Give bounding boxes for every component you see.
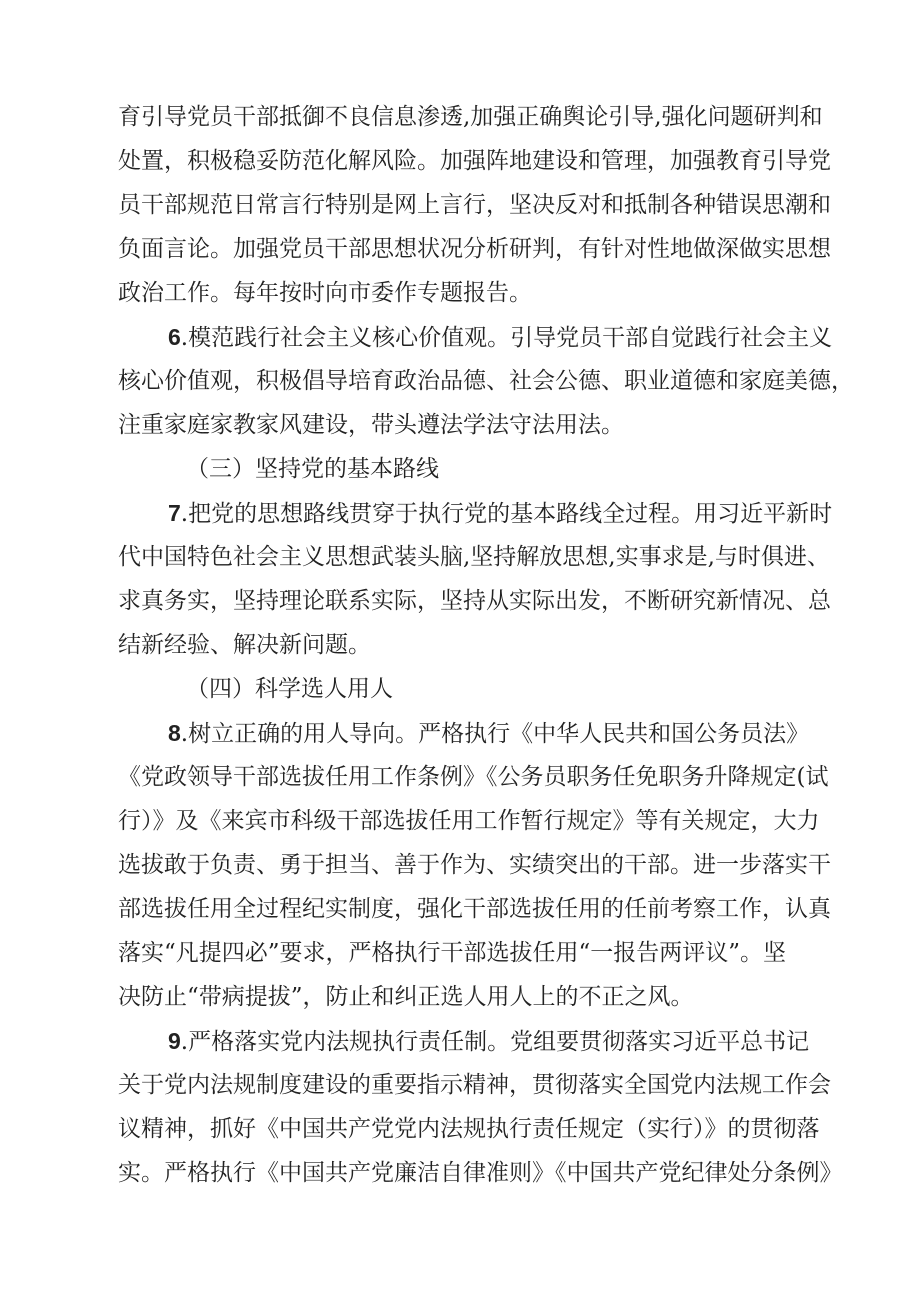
paragraph-line: 落实“凡提四必”要求，严格执行干部选拔任用“一报告两评议”。坚: [118, 940, 787, 966]
item-number-7: 7: [168, 500, 181, 526]
paragraph-line: 关于党内法规制度建设的重要指示精神，贯彻落实全国党内法规工作会: [118, 1072, 831, 1098]
item-number-9: 9: [168, 1028, 181, 1054]
paragraph-line: 处置，积极稳妥防范化解风险。加强阵地建设和管理，加强教育引导党: [118, 148, 831, 174]
item-7-first-line: [168, 496, 908, 530]
paragraph-line: 核心价值观，积极倡导培育政治品德、社会公德、职业道德和家庭美德，: [118, 368, 854, 394]
item-9-text: .严格落实党内法规执行责任制。党组要贯彻落实习近平总书记: [180, 1029, 810, 1055]
item-6-first-line: [168, 320, 908, 354]
paragraph-line: 部选拔任用全过程纪实制度，强化干部选拔任用的任前考察工作，认真: [118, 896, 831, 922]
item-8-text: .树立正确的用人导向。严格执行《中华人民共和国公务员法》: [180, 721, 810, 747]
paragraph-line: 育引导党员干部抵御不良信息渗透,加强正确舆论引导,强化问题研判和: [118, 104, 823, 130]
item-number-6: 6: [168, 324, 181, 350]
item-8-first-line: [168, 716, 908, 750]
item-6-text: .模范践行社会主义核心价值观。引导党员干部自觉践行社会主义: [180, 325, 833, 351]
paragraph-line: 结新经验、解决新问题。: [118, 632, 371, 658]
paragraph-line: 员干部规范日常言行特别是网上言行，坚决反对和抵制各种错误思潮和: [118, 192, 831, 218]
paragraph-line: 决防止“带病提拔”，防止和纠正选人用人上的不正之风。: [118, 984, 694, 1010]
paragraph-line: 《党政领导干部选拔任用工作条例》《公务员职务任免职务升降规定(试: [118, 764, 829, 790]
item-9-first-line: [168, 1024, 908, 1058]
item-7-text: .把党的思想路线贯穿于执行党的基本路线全过程。用习近平新时: [180, 501, 833, 527]
paragraph-line: 实。严格执行《中国共产党廉洁自律准则》《中国共产党纪律处分条例》: [118, 1160, 843, 1186]
paragraph-line: 议精神，抓好《中国共产党党内法规执行责任规定（实行）》的贯彻落: [118, 1116, 820, 1142]
section-heading-4: （四）科学选人用人: [186, 676, 393, 702]
paragraph-line: 代中国特色社会主义思想武装头脑,坚持解放思想,实事求是,与时俱进、: [118, 544, 830, 570]
paragraph-line: 负面言论。加强党员干部思想状况分析研判，有针对性地做深做实思想: [118, 236, 831, 262]
paragraph-line: 政治工作。每年按时向市委作专题报告。: [118, 280, 532, 306]
paragraph-line: 行）》及《来宾市科级干部选拔任用工作暂行规定》等有关规定，大力: [118, 808, 820, 834]
paragraph-line: 选拔敢于负责、勇于担当、善于作为、实绩突出的干部。进一步落实干: [118, 852, 831, 878]
section-heading-3: （三）坚持党的基本路线: [186, 456, 439, 482]
item-number-8: 8: [168, 720, 181, 746]
paragraph-line: 注重家庭家教家风建设，带头遵法学法守法用法。: [118, 412, 624, 438]
paragraph-line: 求真务实，坚持理论联系实际，坚持从实际出发，不断研究新情况、总: [118, 588, 831, 614]
